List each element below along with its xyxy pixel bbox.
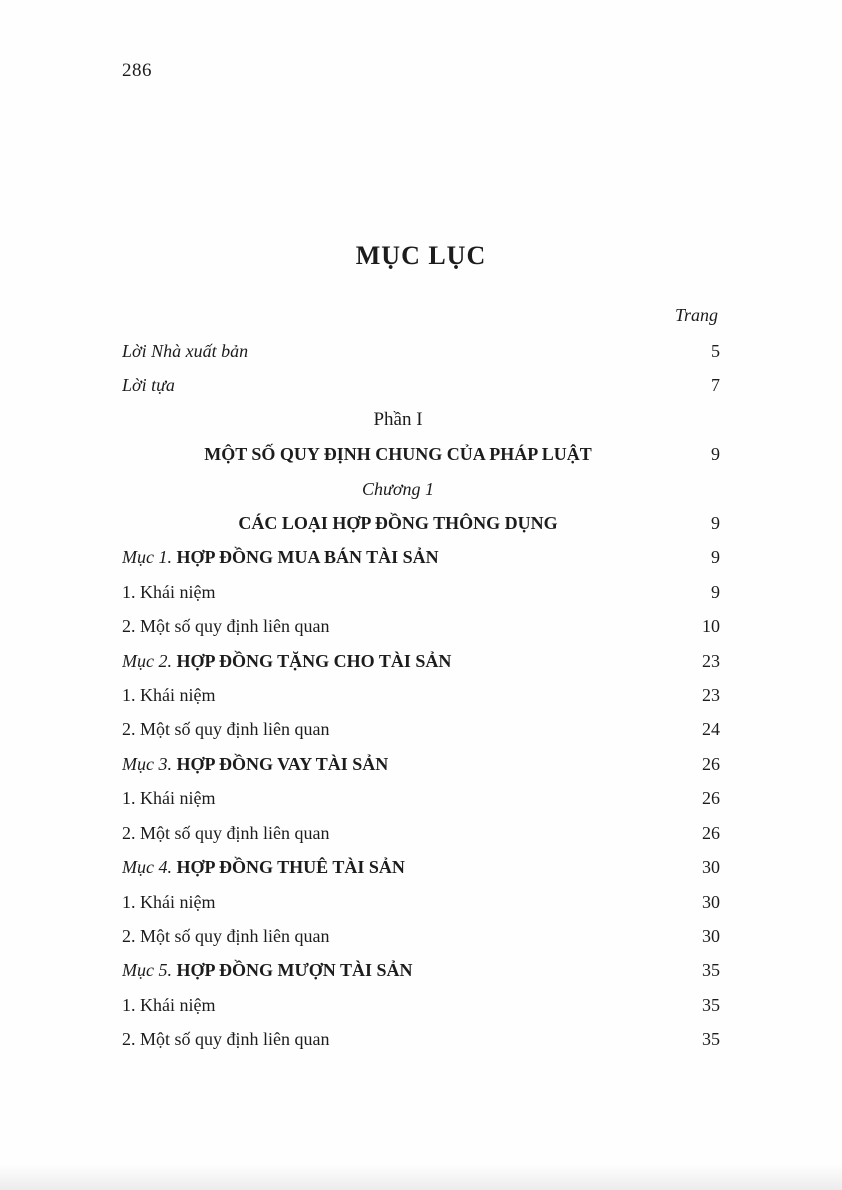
toc-entry-label: Phần I	[373, 408, 423, 430]
toc-entry	[122, 368, 720, 402]
toc-entry-page: 26	[702, 822, 720, 843]
toc-entry-prefix: Mục 2.	[122, 650, 177, 671]
page-number: 286	[122, 60, 152, 81]
toc-entry	[122, 850, 720, 884]
toc-entry-text: HỢP ĐỒNG MƯỢN TÀI SẢN	[176, 960, 413, 981]
toc-entry-page: 26	[702, 788, 720, 809]
toc-entry-page: 23	[702, 650, 720, 671]
toc-entry	[122, 747, 720, 781]
toc-entry	[122, 781, 720, 815]
toc-entry-label: 2. Một số quy định liên quan	[122, 822, 330, 843]
toc-entry-label: Lời Nhà xuất bản	[122, 341, 249, 361]
toc-entry-page: 7	[711, 375, 720, 396]
toc-entry-label	[122, 850, 674, 884]
toc-entry-label: 1. Khái niệm	[122, 685, 216, 706]
toc-entry-label: 1. Khái niệm	[122, 891, 216, 912]
toc-entry-label: 1. Khái niệm	[122, 581, 216, 602]
toc-entry-label: 2. Một số quy định liên quan	[122, 719, 330, 740]
toc-entry-text: HỢP ĐỒNG THUÊ TÀI SẢN	[176, 857, 405, 878]
toc-entry-text: HỢP ĐỒNG TẶNG CHO TÀI SẢN	[176, 650, 452, 671]
toc-entry-label: 2. Một số quy định liên quan	[122, 616, 330, 637]
toc-entry	[122, 953, 720, 987]
toc-entry	[122, 678, 720, 712]
toc-entry-label	[122, 953, 674, 987]
toc-entry	[122, 437, 720, 471]
toc-entry	[122, 403, 720, 437]
toc-entry-page: 35	[702, 1029, 720, 1050]
toc-entry	[122, 540, 720, 574]
toc-entry-page: 9	[711, 513, 720, 534]
toc-entry	[122, 919, 720, 953]
toc-entry	[122, 988, 720, 1022]
toc-entry-label: 1. Khái niệm	[122, 788, 216, 809]
toc-entry	[122, 712, 720, 746]
toc-entry-label: Lời tựa	[122, 375, 175, 396]
toc-entry-page: 26	[702, 753, 720, 774]
toc-entry-label: 2. Một số quy định liên quan	[122, 1029, 330, 1050]
toc-entry-prefix: Mục 1.	[122, 547, 177, 568]
toc-entry-page: 9	[711, 444, 720, 465]
toc-entry-prefix: Mục 5.	[122, 960, 177, 981]
toc-content	[122, 298, 720, 1057]
toc-entry-label	[122, 644, 674, 678]
toc-entry-label: Chương 1	[362, 478, 434, 499]
toc-entry	[122, 506, 720, 540]
toc-entry-label: 1. Khái niệm	[122, 994, 216, 1015]
toc-entry-page: 24	[702, 719, 720, 740]
toc-entry-page: 9	[711, 547, 720, 568]
toc-entry-label	[122, 540, 674, 574]
toc-entry-page: 9	[711, 581, 720, 602]
toc-entry-page: 5	[711, 341, 720, 361]
toc-entry-text: HỢP ĐỒNG VAY TÀI SẢN	[176, 753, 389, 774]
toc-entry	[122, 472, 720, 506]
toc-entry-page: 30	[702, 891, 720, 912]
toc-list	[122, 334, 720, 1057]
toc-entry-label: 2. Một số quy định liên quan	[122, 925, 330, 946]
toc-entry-page: 30	[702, 925, 720, 946]
toc-entry-page: 35	[702, 960, 720, 981]
toc-entry-page: 10	[702, 616, 720, 637]
toc-entry-text: HỢP ĐỒNG MUA BÁN TÀI SẢN	[176, 547, 439, 568]
toc-entry-label	[122, 747, 674, 781]
toc-entry-page: 35	[702, 994, 720, 1015]
toc-entry-prefix: Mục 4.	[122, 857, 177, 878]
toc-entry	[122, 885, 720, 919]
toc-entry	[122, 609, 720, 643]
toc-entry	[122, 334, 720, 368]
toc-entry-label: CÁC LOẠI HỢP ĐỒNG THÔNG DỤNG	[238, 513, 558, 534]
toc-entry-label: MỘT SỐ QUY ĐỊNH CHUNG CỦA PHÁP LUẬT	[204, 444, 592, 465]
toc-entry	[122, 816, 720, 850]
toc-entry-page: 30	[702, 857, 720, 878]
toc-entry	[122, 575, 720, 609]
toc-entry	[122, 1022, 720, 1056]
toc-entry-page: 23	[702, 685, 720, 706]
page-column-header: Trang	[674, 305, 718, 325]
toc-entry-prefix: Mục 3.	[122, 753, 177, 774]
toc-entry	[122, 644, 720, 678]
toc-title: MỤC LỤC	[355, 241, 487, 271]
